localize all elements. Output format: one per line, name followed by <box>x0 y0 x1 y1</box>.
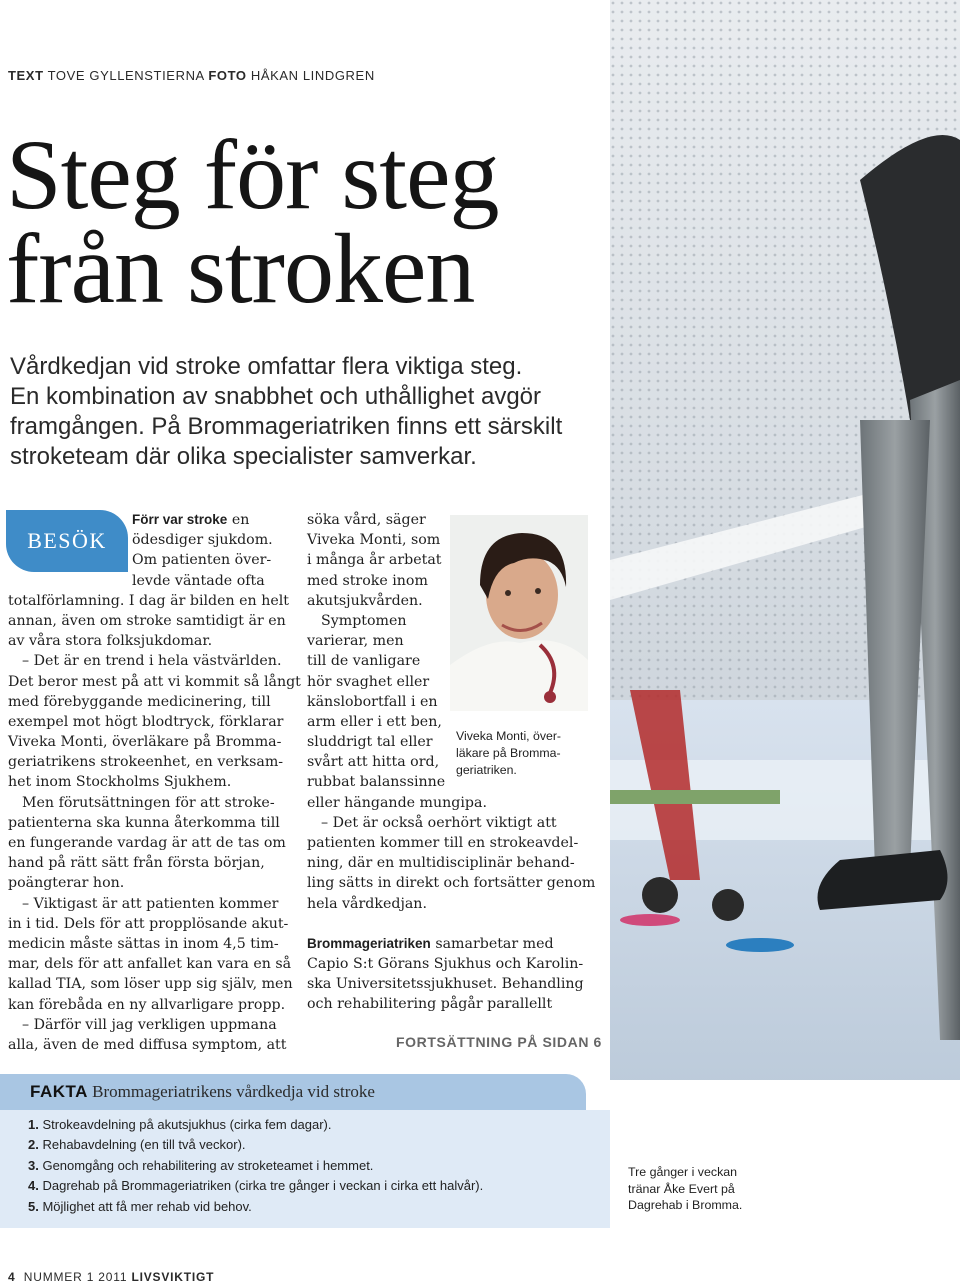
text-line: patienterna ska kunna återkomma till <box>8 814 280 831</box>
text-line: med förebyggande medicinering, till <box>8 693 271 710</box>
paragraph-gap <box>307 914 595 934</box>
section-tag-label: BESÖK <box>27 528 107 553</box>
text-line: – Det är också oerhört viktigt att <box>321 814 557 831</box>
text-line: kan förebåda en ny allvarligare propp. <box>8 996 286 1013</box>
text-line: Men förutsättningen för att stroke- <box>22 794 275 811</box>
list-item <box>28 1197 483 1217</box>
text-line <box>8 510 301 530</box>
text-line: annan, även om stroke samtidigt är en <box>8 612 286 629</box>
item-text: Möjlighet att få mer rehab vid behov. <box>42 1198 252 1214</box>
text-line: ling sätts in direkt och fortsätter genom <box>307 875 596 892</box>
list-item <box>28 1176 483 1196</box>
text-line: en fungerande vardag är att de tas om <box>8 835 286 851</box>
text-line: akutsjukvården. <box>307 592 423 609</box>
text-line: alla, även de med diffusa symptom, att <box>8 1036 287 1053</box>
title-line: Steg för steg <box>6 119 499 230</box>
page-number: 4 <box>8 1270 16 1284</box>
text-line: levde väntade ofta <box>132 572 265 589</box>
byline-photographer: HÅKAN LINDGREN <box>250 68 375 83</box>
text-line: medicin måste sättas in inom 4,5 tim- <box>8 935 279 952</box>
text-line: söka vård, säger <box>307 512 426 528</box>
text-line: ska Universitetssjukhuset. Behandling <box>307 976 584 993</box>
text-line <box>307 934 595 954</box>
item-text: Dagrehab på Brommageriatriken (cirka tre gånger i veckan i cirka ett halvår). <box>42 1178 484 1194</box>
text-line: – Det är en trend i hela västvärlden. <box>22 653 282 670</box>
text-line: av våra stora folksjukdomar. <box>8 633 213 650</box>
text-line: i många år arbetat <box>307 552 442 569</box>
caption-line: Dagrehab i Bromma. <box>628 1198 743 1213</box>
item-text: Genomgång och rehabilitering av stroketeamet i hemmet. <box>42 1157 374 1173</box>
text-line: geriatrikens strokeenhet, en verksam- <box>8 754 284 771</box>
para2-bold: Brommageriatriken <box>307 935 431 951</box>
fakta-list <box>28 1115 483 1217</box>
walking-rehab-photo <box>610 0 960 1130</box>
item-number: 3. <box>28 1157 39 1173</box>
text-line: Viveka Monti, som <box>307 532 441 549</box>
byline-photo-label: FOTO <box>208 68 247 83</box>
caption-line: läkare på Bromma- <box>456 746 561 760</box>
item-number: 1. <box>28 1117 39 1132</box>
text-line: mar, dels för att anfallet kan vara en så <box>8 956 292 973</box>
list-item <box>28 1135 483 1155</box>
lead-line: En kombination av snabbhet och uthållighet avgör <box>10 383 542 410</box>
fakta-heading: Brommageriatrikens vårdkedja vid stroke <box>92 1082 375 1101</box>
text-line: kallad TIA, som löser upp sig själv, men <box>8 976 293 993</box>
article-column-1 <box>8 510 301 1055</box>
intro-rest: en <box>231 512 250 528</box>
caption-line: tränar Åke Evert på <box>628 1181 735 1196</box>
page-footer <box>8 1270 214 1284</box>
text-line: poängterar hon. <box>8 875 125 892</box>
walking-photo-caption <box>628 1164 778 1214</box>
text-line: hand på rätt sätt från första början, <box>8 855 265 872</box>
magazine-name: LIVSVIKTIGT <box>131 1270 215 1284</box>
text-line: till de vanligare <box>307 653 421 670</box>
text-line: patienten kommer till en strokeavdel- <box>307 835 579 851</box>
text-line: totalförlamning. I dag är bilden en helt <box>8 592 289 609</box>
text-line: – Viktigast är att patienten kommer <box>22 895 279 912</box>
text-line: känslobortfall i en <box>307 693 438 710</box>
byline <box>8 68 375 83</box>
text-line: Capio S:t Görans Sjukhus och Karolin- <box>307 955 584 972</box>
text-line: – Därför vill jag verkligen uppmana <box>22 1016 277 1033</box>
caption-line: geriatriken. <box>456 763 517 777</box>
text-line: och rehabilitering pågår parallellt <box>307 996 553 1013</box>
caption-line: Tre gånger i veckan <box>628 1165 738 1179</box>
item-number: 2. <box>28 1137 39 1153</box>
text-line: sluddrigt tal eller <box>307 734 433 751</box>
list-item <box>28 1156 483 1176</box>
text-line: exempel mot högt blodtryck, förklarar <box>8 713 284 730</box>
item-number: 5. <box>28 1198 39 1214</box>
para2-rest: samarbetar med <box>435 935 554 952</box>
article-title <box>6 119 606 324</box>
text-line: svårt att hitta ord, <box>307 754 440 771</box>
text-line: hör svaghet eller <box>307 673 430 690</box>
text-line: eller hängande mungipa. <box>307 794 487 811</box>
text-line: rubbat balanssinne <box>307 774 446 791</box>
item-number: 4. <box>28 1178 39 1194</box>
issue-number: NUMMER 1 2011 <box>23 1270 128 1284</box>
caption-line: Viveka Monti, över- <box>456 729 562 743</box>
text-line: ning, där en multidisciplinär behand- <box>307 855 575 872</box>
fakta-label: FAKTA <box>30 1082 88 1101</box>
text-line: varierar, men <box>307 633 404 650</box>
continued-link: FORTSÄTTNING PÅ SIDAN 6 <box>396 1034 602 1050</box>
text-line: ödesdiger sjukdom. <box>132 532 273 549</box>
text-line: Det beror mest på att vi kommit så långt <box>8 673 301 690</box>
text-line: het inom Stockholms Sjukhem. <box>8 774 232 791</box>
item-text: Rehabavdelning (en till två veckor). <box>42 1137 246 1153</box>
item-text: Strokeavdelning på akutsjukhus (cirka fem dagar). <box>42 1117 332 1132</box>
lead-line: stroketeam där olika specialister samverkar. <box>10 443 477 470</box>
text-line: hela vårdkedjan. <box>307 895 427 912</box>
title-line: från stroken <box>6 213 475 324</box>
byline-text-label: TEXT <box>8 68 44 83</box>
lead-line: Vårdkedjan vid stroke omfattar flera viktiga steg. <box>10 353 523 380</box>
lead-line: framgången. På Brommageriatriken finns ett särskilt <box>10 413 563 440</box>
text-line: Viveka Monti, överläkare på Bromma- <box>8 734 282 751</box>
lead-paragraph <box>10 352 610 472</box>
intro-bold: Förr var stroke <box>132 512 228 527</box>
fakta-header <box>0 1074 586 1110</box>
text-line: Om patienten över- <box>132 552 272 569</box>
list-item <box>28 1115 483 1135</box>
text-line: in i tid. Dels för att propplösande akut- <box>8 915 289 932</box>
text-line: Symptomen <box>321 612 407 629</box>
doctor-caption <box>456 728 596 779</box>
text-line: arm eller i ett ben, <box>307 713 442 730</box>
fakta-title <box>30 1082 375 1102</box>
byline-author: TOVE GYLLENSTIERNA <box>47 68 205 83</box>
text-line: med stroke inom <box>307 572 428 589</box>
